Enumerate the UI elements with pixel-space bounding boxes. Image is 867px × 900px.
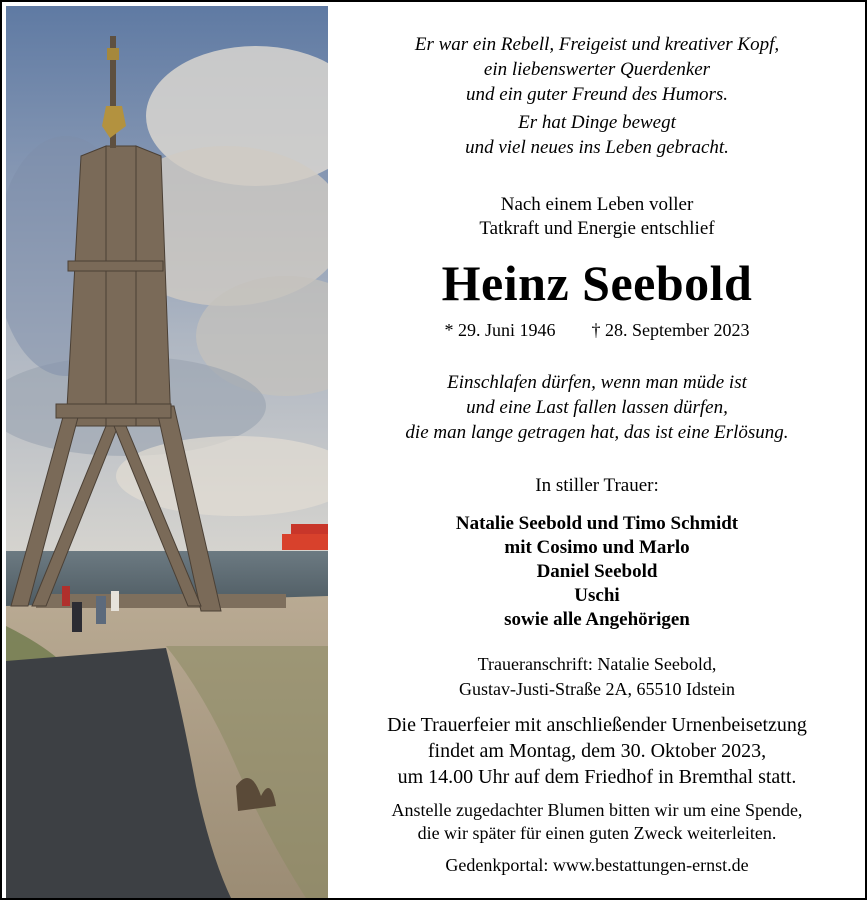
verse-line: Einschlafen dürfen, wenn man müde ist	[447, 372, 747, 393]
verse-line: und eine Last fallen lassen dürfen,	[466, 397, 728, 418]
intro-line: Tatkraft und Energie entschlief	[479, 218, 715, 239]
address-line: Traueranschrift: Natalie Seebold,	[477, 654, 717, 674]
mourning-heading: In stiller Trauer:	[535, 475, 659, 496]
quote-line: Er war ein Rebell, Freigeist und kreativer Kopf,	[414, 34, 780, 55]
quote-line: und viel neues ins Leben gebracht.	[465, 137, 729, 158]
donation-line: die wir später für einen guten Zweck weiterleiten.	[417, 823, 777, 843]
quote-line: Er hat Dinge bewegt	[518, 112, 676, 133]
verse-line: die man lange getragen hat, das ist eine Erlösung.	[405, 422, 789, 443]
mourner-line: Uschi	[574, 585, 620, 606]
quote-line: ein liebenswerter Querdenker	[483, 59, 711, 80]
memorial-photo	[6, 6, 328, 898]
quote-line: und ein guter Freund des Humors.	[465, 84, 729, 105]
memorial-portal: Gedenkportal: www.bestattungen-ernst.de	[445, 855, 749, 875]
ceremony-line: findet am Montag, dem 30. Oktober 2023,	[427, 740, 767, 762]
mourner-line: mit Cosimo und Marlo	[504, 537, 690, 558]
life-dates	[332, 320, 862, 341]
ceremony-line: um 14.00 Uhr auf dem Friedhof in Bremthal statt.	[397, 766, 797, 788]
beacon-photo-illustration	[6, 6, 328, 898]
deceased-name: Heinz Seebold	[441, 255, 753, 311]
birth-date: * 29. Juni 1946	[444, 320, 556, 340]
mourner-line: Daniel Seebold	[536, 561, 658, 582]
ceremony-line: Die Trauerfeier mit anschließender Urnenbeisetzung	[387, 714, 807, 736]
donation-line: Anstelle zugedachter Blumen bitten wir um eine Spende,	[391, 800, 803, 820]
address-line: Gustav-Justi-Straße 2A, 65510 Idstein	[459, 679, 735, 699]
death-date: † 28. September 2023	[591, 320, 750, 340]
obituary-text	[332, 2, 862, 898]
intro-line: Nach einem Leben voller	[500, 194, 694, 215]
mourner-line: Natalie Seebold und Timo Schmidt	[455, 513, 739, 534]
mourner-line: sowie alle Angehörigen	[504, 609, 690, 630]
